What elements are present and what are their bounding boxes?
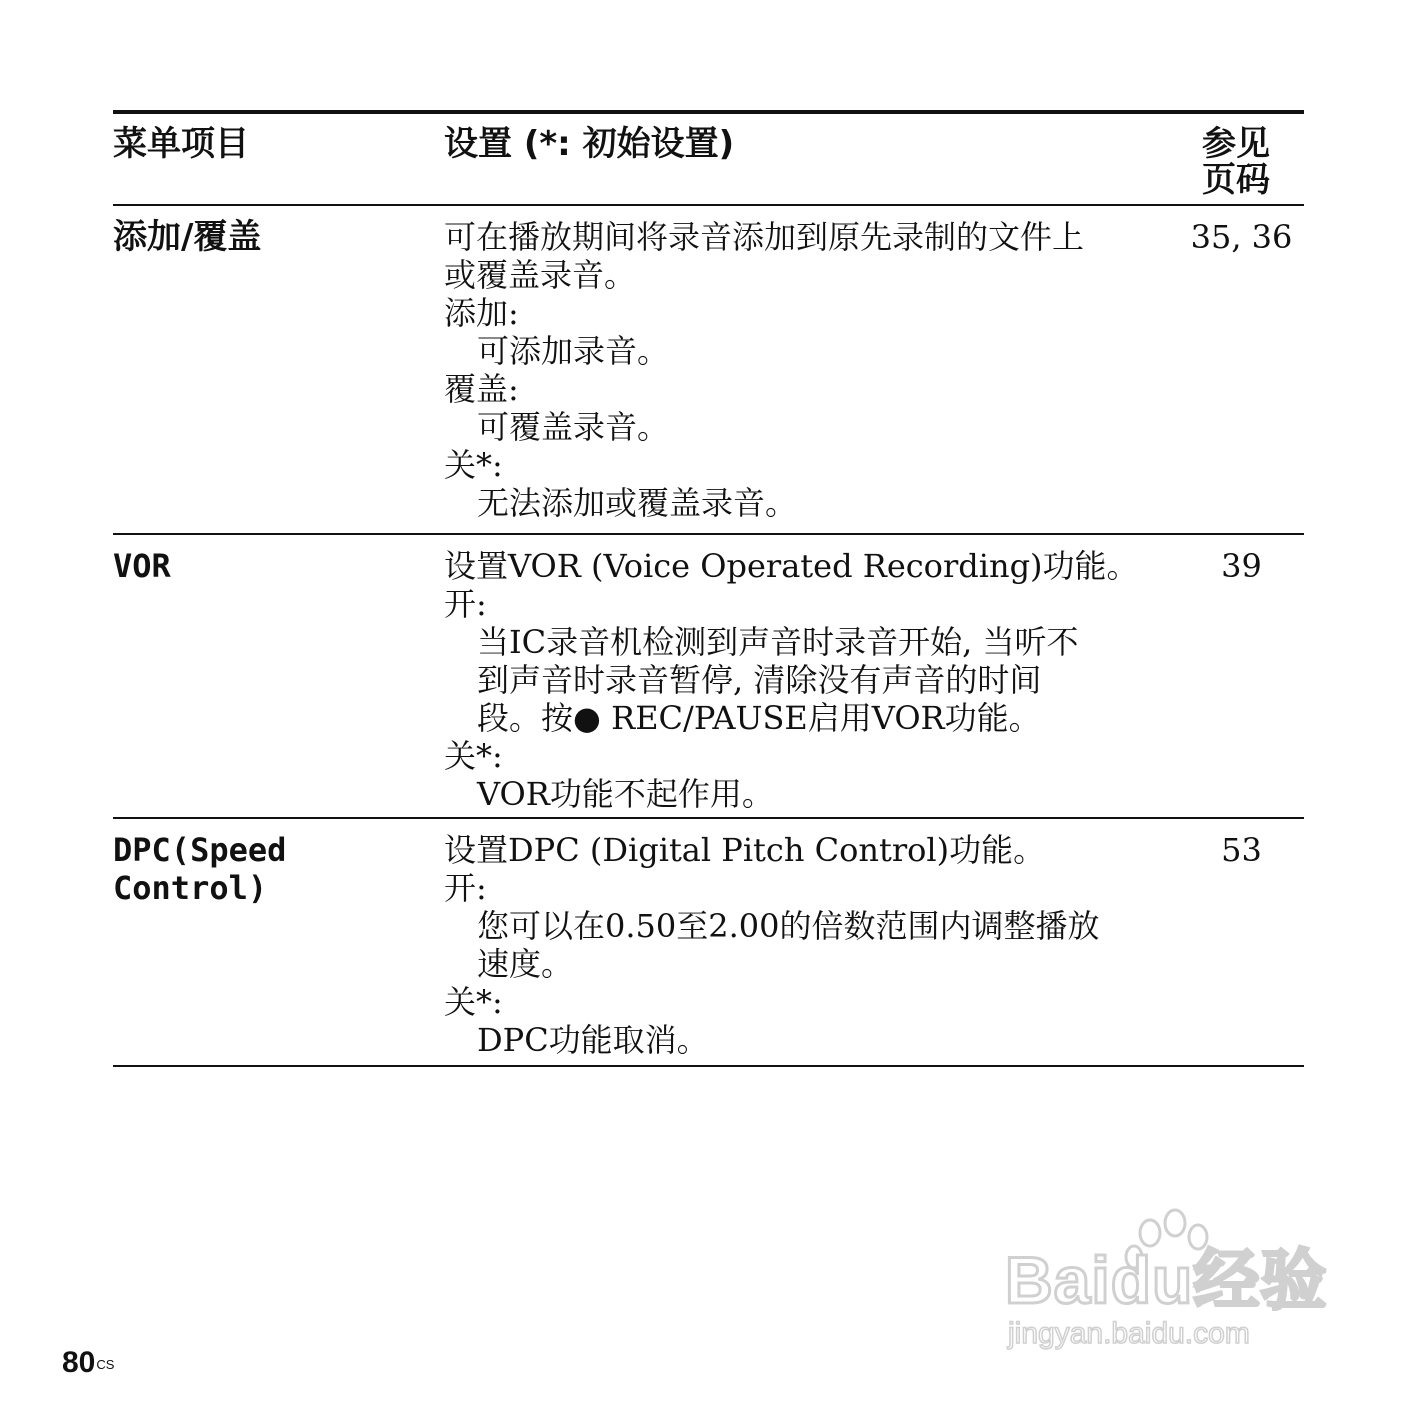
description-line: 或覆盖录音。 [444, 256, 637, 294]
option-label: 开: [444, 585, 487, 623]
header-reference-page-line2: 页码 [1202, 160, 1270, 200]
watermark-url: jingyan.baidu.com [1008, 1317, 1250, 1350]
option-description: 可覆盖录音。 [477, 408, 670, 446]
menu-item-name [113, 831, 286, 907]
settings-description [444, 218, 1174, 522]
reference-pages: 39 [1221, 547, 1262, 585]
settings-table [113, 110, 1304, 1067]
option-label: 添加: [444, 294, 519, 332]
option-label: 开: [444, 869, 487, 907]
settings-description [444, 547, 1174, 813]
table-header [113, 110, 1304, 206]
settings-description [444, 831, 1174, 1059]
option-description: 当IC录音机检测到声音时录音开始, 当听不 [477, 623, 1079, 661]
menu-item-name: 添加/覆盖 [113, 217, 262, 257]
header-settings: 设置 (*: 初始设置) [444, 124, 735, 164]
description-line: 设置DPC (Digital Pitch Control)功能。 [444, 831, 1046, 869]
header-reference-page-line1: 参见 [1202, 124, 1270, 164]
menu-item-name-line2: Control) [113, 869, 268, 907]
option-description: VOR功能不起作用。 [477, 775, 774, 813]
reference-pages: 53 [1221, 831, 1262, 869]
option-description: 段。按● REC/PAUSE启用VOR功能。 [477, 699, 1041, 737]
table-row [113, 535, 1304, 819]
header-menu-item: 菜单项目 [113, 124, 249, 164]
option-label: 关*: [444, 737, 503, 775]
header-reference-page [1202, 126, 1302, 198]
watermark-logo-text: Baidu经验 [1005, 1243, 1328, 1317]
option-description: 您可以在0.50至2.00的倍数范围内调整播放 [477, 907, 1100, 945]
page-number-value: 80 [62, 1346, 96, 1379]
page-number-suffix: CS [96, 1357, 115, 1372]
option-description: 速度。 [477, 945, 574, 983]
option-label: 覆盖: [444, 370, 519, 408]
option-description: 到声音时录音暂停, 清除没有声音的时间 [477, 661, 1042, 699]
option-description: DPC功能取消。 [477, 1021, 709, 1059]
menu-item-name-line1: DPC(Speed [113, 831, 287, 869]
page-number [62, 1346, 114, 1380]
baidu-jingyan-watermark [1000, 1205, 1340, 1365]
option-description: 无法添加或覆盖录音。 [477, 484, 798, 522]
menu-item-name: VOR [113, 547, 171, 585]
reference-pages: 35, 36 [1190, 218, 1293, 256]
option-label: 关*: [444, 983, 503, 1021]
table-row [113, 206, 1304, 535]
description-line: 可在播放期间将录音添加到原先录制的文件上 [444, 218, 1085, 256]
description-line: 设置VOR (Voice Operated Recording)功能。 [444, 547, 1139, 585]
option-description: 可添加录音。 [477, 332, 670, 370]
table-row [113, 819, 1304, 1067]
option-label: 关*: [444, 446, 503, 484]
